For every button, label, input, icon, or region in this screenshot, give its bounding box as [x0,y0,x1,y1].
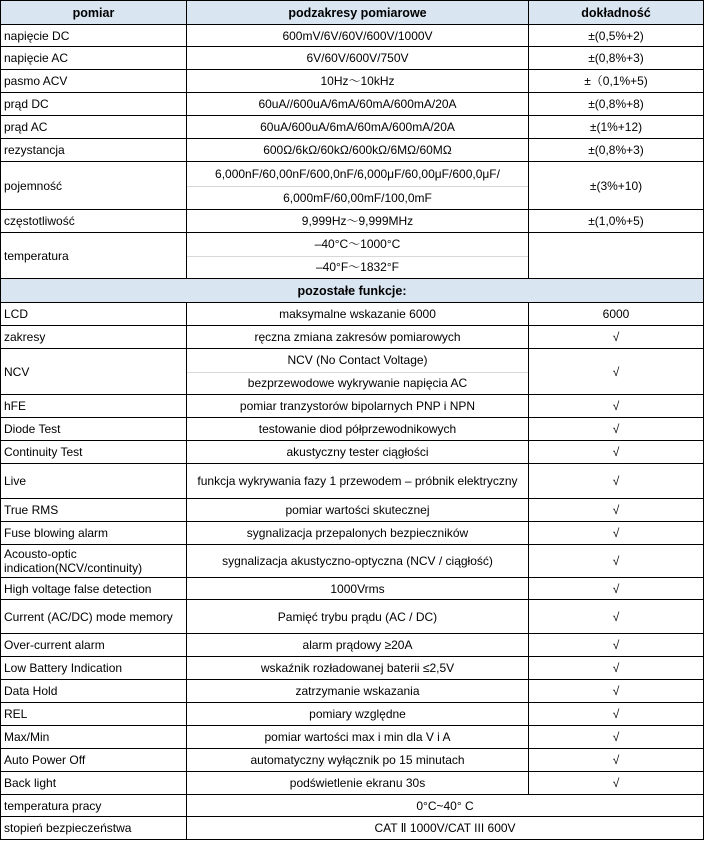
header-row [1,1,704,25]
function-value: √ [529,499,704,522]
measurement-range: 10Hz～10kHz [187,70,529,93]
other-functions-row [1,279,704,303]
function-description: 1000Vrms [187,578,529,600]
function-name: LCD [1,303,187,326]
function-name: Continuity Test [1,441,187,464]
function-value: √ [529,578,704,600]
function-name: REL [1,703,187,726]
measurement-row [1,139,704,162]
function-description-line: NCV (No Contact Voltage) [287,353,428,368]
measurement-row [1,70,704,93]
function-name: Low Battery Indication [1,657,187,680]
function-value: √ [529,703,704,726]
function-description: Pamięć trybu prądu (AC / DC) [187,600,529,634]
function-name: NCV [1,349,187,395]
function-row [1,657,704,680]
measurement-range [187,162,529,210]
function-name: Over-current alarm [1,634,187,657]
measurement-range-line: –40°F～1832°F [187,256,528,279]
function-value: 6000 [529,303,704,326]
function-row [1,578,704,600]
function-description: pomiary względne [187,703,529,726]
function-name: High voltage false detection [1,578,187,600]
function-value: √ [529,749,704,772]
function-value: √ [529,545,704,578]
column-header: dokładność [529,1,704,25]
function-name: zakresy [1,326,187,349]
measurement-name: rezystancja [1,139,187,162]
measurement-accuracy: ±(3%+10) [529,162,704,210]
function-description: pomiar tranzystorów bipolarnych PNP i NPN [187,395,529,418]
measurement-row [1,47,704,70]
footer-name: temperatura pracy [1,795,187,817]
measurement-range: 600mV/6V/60V/600V/1000V [187,25,529,47]
function-row [1,522,704,545]
measurement-row [1,25,704,47]
function-description [187,349,529,395]
measurement-name: częstotliwość [1,210,187,233]
footer-value: 0°C~40° C [187,795,704,817]
function-name: Max/Min [1,726,187,749]
measurement-range-line: 6,000nF/60,00nF/600,0nF/6,000μF/60,00μF/600,0μF/ [215,166,500,181]
measurement-accuracy: ±(0,5%+2) [529,25,704,47]
column-header: pomiar [1,1,187,25]
measurement-accuracy: ±(0,8%+8) [529,93,704,116]
measurement-range: 60uA/600uA/6mA/60mA/600mA/20A [187,116,529,139]
function-name: Current (AC/DC) mode memory [1,600,187,634]
function-description-line: bezprzewodowe wykrywanie napięcia AC [187,372,528,395]
measurement-accuracy: ±(1,0%+5) [529,210,704,233]
function-row [1,464,704,499]
measurement-row [1,162,704,210]
function-row [1,395,704,418]
measurement-name: prąd AC [1,116,187,139]
measurement-row [1,210,704,233]
function-row [1,680,704,703]
function-row [1,303,704,326]
measurement-range: 60uA//600uA/6mA/60mA/600mA/20A [187,93,529,116]
function-row [1,499,704,522]
function-value: √ [529,634,704,657]
function-description: pomiar wartości max i min dla V i A [187,726,529,749]
function-value: √ [529,772,704,795]
measurement-name: napięcie DC [1,25,187,47]
measurement-range [187,233,529,279]
function-value: √ [529,680,704,703]
measurement-accuracy: ±(0,8%+3) [529,139,704,162]
function-name: Acousto-optic indication(NCV/continuity) [1,545,187,578]
function-description: sygnalizacja przepalonych bezpieczników [187,522,529,545]
measurement-range: 600Ω/6kΩ/60kΩ/600kΩ/6MΩ/60MΩ [187,139,529,162]
function-name: Data Hold [1,680,187,703]
function-description: pomiar wartości skutecznej [187,499,529,522]
footer-row [1,795,704,817]
function-value: √ [529,395,704,418]
function-description: ręczna zmiana zakresów pomiarowych [187,326,529,349]
footer-value: CAT Ⅱ 1000V/CAT III 600V [187,817,704,840]
function-description: maksymalne wskazanie 6000 [187,303,529,326]
function-description: wskaźnik rozładowanej baterii ≤2,5V [187,657,529,680]
function-name: Live [1,464,187,499]
function-row [1,703,704,726]
function-description: podświetlenie ekranu 30s [187,772,529,795]
measurement-name: pasmo ACV [1,70,187,93]
function-name: Fuse blowing alarm [1,522,187,545]
measurement-accuracy: ±(1%+12) [529,116,704,139]
function-row [1,545,704,578]
measurement-range: 6V/60V/600V/750V [187,47,529,70]
measurement-accuracy: ±(0,8%+3) [529,47,704,70]
function-value: √ [529,349,704,395]
function-name: Diode Test [1,418,187,441]
measurement-name: prąd DC [1,93,187,116]
function-value: √ [529,726,704,749]
measurement-accuracy: ±（0,1%+5) [529,70,704,93]
function-value: √ [529,441,704,464]
measurement-range-line: 6,000mF/60,00mF/100,0mF [187,186,528,210]
measurement-row [1,233,704,279]
function-row [1,749,704,772]
column-header: podzakresy pomiarowe [187,1,529,25]
function-name: Auto Power Off [1,749,187,772]
measurement-name: napięcie AC [1,47,187,70]
function-row [1,726,704,749]
function-row [1,349,704,395]
measurement-range-line: –40°C～1000°C [314,237,401,252]
function-value: √ [529,657,704,680]
function-row [1,772,704,795]
function-name: hFE [1,395,187,418]
function-value: √ [529,464,704,499]
measurement-row [1,93,704,116]
function-name: Back light [1,772,187,795]
other-functions-header: pozostałe funkcje: [1,279,704,303]
function-value: √ [529,522,704,545]
function-row [1,634,704,657]
function-value: √ [529,326,704,349]
measurement-name: pojemność [1,162,187,210]
function-description: sygnalizacja akustyczno-optyczna (NCV / ciągłość) [187,545,529,578]
function-description: alarm prądowy ≥20A [187,634,529,657]
function-name: True RMS [1,499,187,522]
function-row [1,600,704,634]
function-description: akustyczny tester ciągłości [187,441,529,464]
function-value: √ [529,418,704,441]
measurement-name: temperatura [1,233,187,279]
function-description: zatrzymanie wskazania [187,680,529,703]
function-row [1,326,704,349]
function-description: funkcja wykrywania fazy 1 przewodem – próbnik elektryczny [187,464,529,499]
measurement-accuracy [529,233,704,279]
function-value: √ [529,600,704,634]
function-row [1,418,704,441]
function-description: testowanie diod półprzewodnikowych [187,418,529,441]
function-row [1,441,704,464]
measurement-row [1,116,704,139]
function-description: automatyczny wyłącznik po 15 minutach [187,749,529,772]
footer-row [1,817,704,840]
footer-name: stopień bezpieczeństwa [1,817,187,840]
measurement-range: 9,999Hz～9,999MHz [187,210,529,233]
